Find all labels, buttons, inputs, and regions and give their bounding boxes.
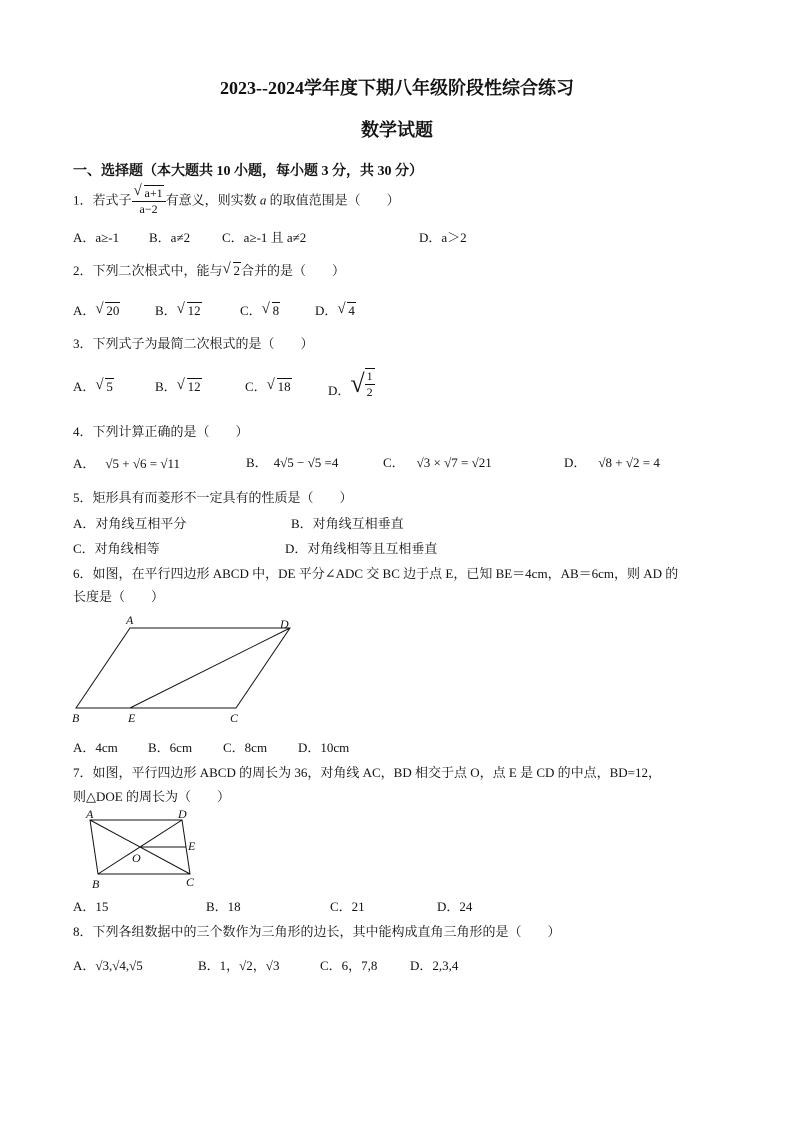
q4-option-c: C． √3 × √7 = √21 xyxy=(383,455,492,470)
question-6-stem-line1: 6．如图，在平行四边形 ABCD 中，DE 平分∠ADC 交 BC 边于点 E，已知 BE＝4cm，AB＝6cm，则 AD 的 xyxy=(73,566,679,581)
q8-option-a: A．√3,√4,√5 xyxy=(73,958,143,973)
page-title: 2023--2024学年度下期八年级阶段性综合练习 xyxy=(220,78,574,98)
section-heading: 一、选择题（本大题共 10 小题，每小题 3 分，共 30 分） xyxy=(73,164,423,179)
q2-option-b: B．√ 12 xyxy=(155,300,202,319)
q5-option-a: A．对角线互相平分 xyxy=(73,516,187,531)
vertex-label-a: A xyxy=(86,807,94,821)
q1-option-b: B．a≠2 xyxy=(149,230,191,245)
q5-option-b: B．对角线互相垂直 xyxy=(291,516,404,531)
q2-option-d: D．√ 4 xyxy=(315,300,356,319)
q3-option-b: B．√ 12 xyxy=(155,376,202,395)
question-5-stem: 5．矩形具有而菱形不一定具有的性质是（ ） xyxy=(73,490,353,505)
vertex-label-b: B xyxy=(92,877,100,891)
q3-option-a: A．√ 5 xyxy=(73,376,114,395)
parallelogram-diagram-q7 xyxy=(82,806,212,892)
q1-option-d: D．a＞2 xyxy=(419,230,467,245)
vertex-label-e: E xyxy=(188,839,196,853)
q7-option-a: A．15 xyxy=(73,899,109,914)
q1-option-a: A．a≥-1 xyxy=(73,230,120,245)
q1-option-c: C．a≥-1 且 a≠2 xyxy=(222,230,307,245)
question-3-stem: 3．下列式子为最简二次根式的是（ ） xyxy=(73,336,314,351)
q7-option-d: D．24 xyxy=(437,899,473,914)
fraction: √ $\frac{a+1}{a-2}$ xyxy=(132,186,166,217)
question-8-stem: 8．下列各组数据中的三个数作为三角形的边长，其中能构成直角三角形的是（ ） xyxy=(73,924,561,939)
q3-option-d: D．√ $\frac{1}{2}$ xyxy=(328,369,373,399)
question-6-stem-line2: 长度是（ ） xyxy=(73,589,165,604)
q4-option-b: B． 4√5 − √5 =4 xyxy=(246,455,339,470)
q3-option-c: C．√ 18 xyxy=(245,376,292,395)
q4-option-d: D． √8 + √2 = 4 xyxy=(564,455,660,470)
page-subtitle: 数学试题 xyxy=(361,120,433,140)
q2-option-a: A．√ 20 xyxy=(73,300,120,319)
vertex-label-e: E xyxy=(128,711,136,725)
q8-option-b: B．1，√2，√3 xyxy=(198,958,280,973)
question-2-stem: 2．下列二次根式中，能与√ 2合并的是（ ） xyxy=(73,260,345,279)
q7-option-c: C．21 xyxy=(330,899,365,914)
question-7-stem-line2: 则△DOE 的周长为（ ） xyxy=(73,789,230,804)
q6-option-d: D．10cm xyxy=(298,740,350,755)
q5-option-d: D．对角线相等且互相垂直 xyxy=(285,541,438,556)
vertex-label-c: C xyxy=(186,875,195,889)
parallelogram-diagram-q6 xyxy=(68,610,308,730)
q6-option-a: A．4cm xyxy=(73,740,118,755)
q6-option-b: B．6cm xyxy=(148,740,193,755)
vertex-label-a: A xyxy=(126,613,134,627)
q4-option-a: A． √5 + √6 = √11 xyxy=(73,456,180,471)
question-4-stem: 4．下列计算正确的是（ ） xyxy=(73,424,249,439)
vertex-label-d: D xyxy=(280,617,289,631)
q2-option-c: C．√ 8 xyxy=(240,300,280,319)
vertex-label-b: B xyxy=(72,711,80,725)
question-7-stem-line1: 7．如图，平行四边形 ABCD 的周长为 36，对角线 AC，BD 相交于点 O，点 E 是 CD 的中点，BD=12， xyxy=(73,765,662,780)
q7-option-b: B．18 xyxy=(206,899,241,914)
q8-option-c: C．6，7,8 xyxy=(320,958,378,973)
q5-option-c: C．对角线相等 xyxy=(73,541,160,556)
vertex-label-d: D xyxy=(178,807,187,821)
question-1-stem: 1．若式子 √ $\frac{a+1}{a-2}$ 有意义，则实数 a 的取值范围是（ ） xyxy=(73,186,400,217)
vertex-label-o: O xyxy=(132,851,141,865)
vertex-label-c: C xyxy=(230,711,239,725)
q6-option-c: C．8cm xyxy=(223,740,268,755)
q8-option-d: D．2,3,4 xyxy=(410,958,459,973)
